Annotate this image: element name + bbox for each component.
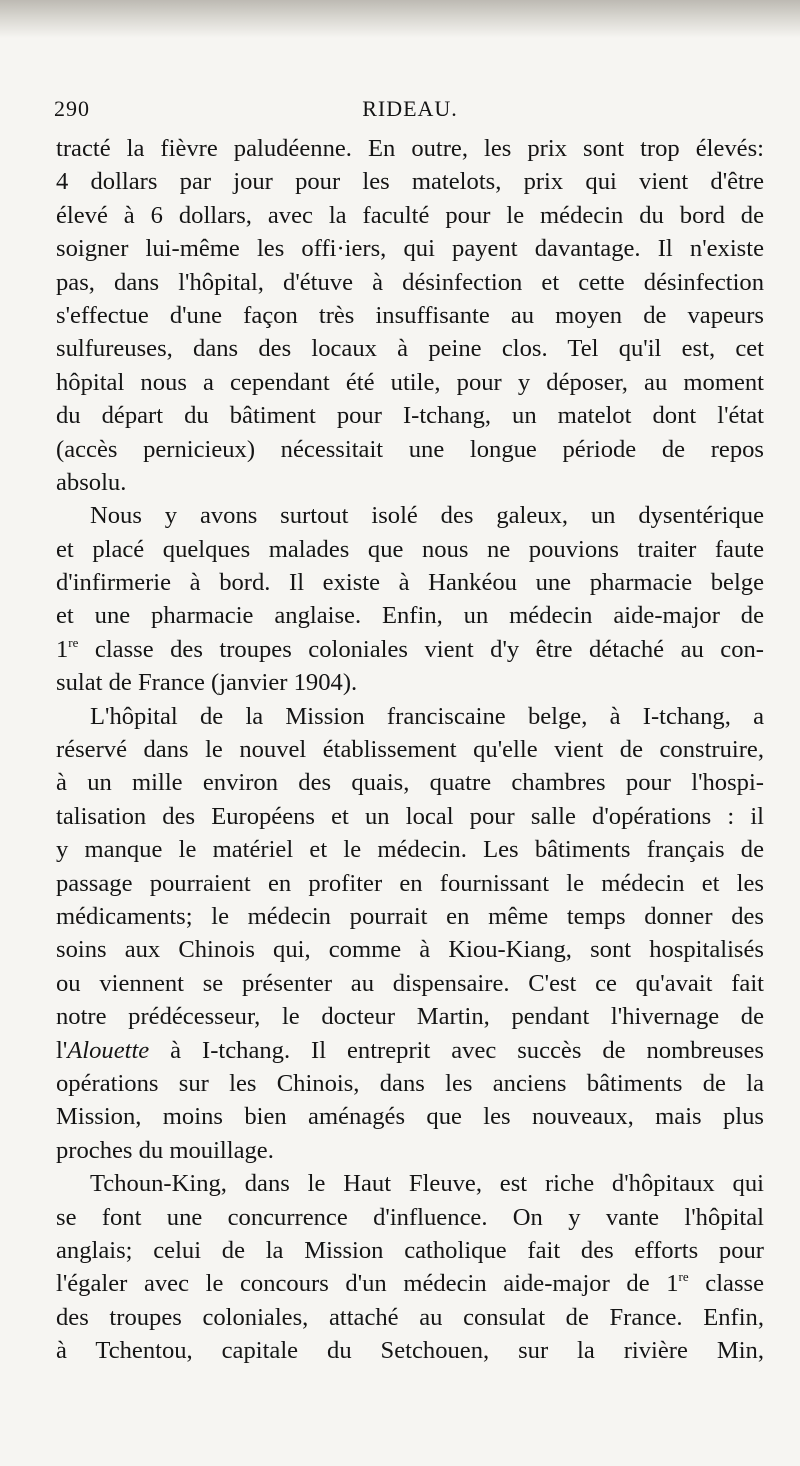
text-line: y manque le matériel et le médecin. Les bâtiments français de [56, 836, 764, 864]
text-line: des troupes coloniales, attaché au consulat de France. Enfin, [56, 1303, 764, 1331]
text-line: anglais; celui de la Mission catholique fait des efforts pour [56, 1236, 764, 1264]
text-line: proches du mouillage. [56, 1136, 274, 1164]
page-header [54, 96, 766, 126]
text-line: opérations sur les Chinois, dans les anciens bâtiments de la [56, 1069, 764, 1097]
text-line: du départ du bâtiment pour I-tchang, un matelot dont l'état [56, 402, 764, 430]
text-line: passage pourraient en profiter en fournissant le médecin et les [56, 869, 764, 897]
text-line: 1re classe des troupes coloniales vient d'y être détaché au con- [56, 634, 764, 663]
text-line: tracté la fièvre paludéenne. En outre, les prix sont trop élevés: [56, 135, 764, 162]
text-line: soigner lui-même les offi·iers, qui payent davantage. Il n'existe [56, 235, 764, 263]
text-line: élevé à 6 dollars, avec la faculté pour le médecin du bord de [56, 201, 764, 229]
text-line: s'effectue d'une façon très insuffisante au moyen de vapeurs [56, 301, 764, 329]
text-line: 4 dollars par jour pour les matelots, prix qui vient d'être [56, 168, 764, 196]
text-line: hôpital nous a cependant été utile, pour y déposer, au moment [56, 368, 764, 396]
text-line: soins aux Chinois qui, comme à Kiou-Kiang, sont hospitalisés [56, 936, 764, 964]
text-line: ou viennent se présenter au dispensaire. C'est ce qu'avait fait [56, 969, 764, 997]
text-line: l'égaler avec le concours d'un médecin aide-major de 1re classe [56, 1269, 765, 1298]
text-line: se font une concurrence d'influence. On y vante l'hôpital [56, 1203, 764, 1231]
text-line: L'hôpital de la Mission franciscaine belge, à I-tchang, a [90, 702, 764, 730]
text-line: talisation des Européens et un local pour salle d'opérations : il [56, 802, 764, 830]
text-line: réservé dans le nouvel établissement qu'elle vient de construire, [56, 736, 764, 764]
page-top-shadow [0, 0, 800, 38]
text-line: médicaments; le médecin pourrait en même temps donner des [56, 902, 764, 930]
text-line: sulat de France (janvier 1904). [56, 669, 358, 697]
text-line: notre prédécesseur, le docteur Martin, pendant l'hivernage de [56, 1003, 764, 1031]
page-number: 290 [54, 96, 90, 121]
text-line: Nous y avons surtout isolé des galeux, un dysentérique [90, 502, 764, 530]
text-line: à un mille environ des quais, quatre chambres pour l'hospi- [56, 769, 764, 797]
text-line: (accès pernicieux) nécessitait une longue période de repos [56, 435, 764, 463]
text-line: Tchoun-King, dans le Haut Fleuve, est riche d'hôpitaux qui [90, 1170, 764, 1198]
running-title: RIDEAU. [362, 96, 458, 121]
text-line: absolu. [56, 468, 127, 496]
text-line: d'infirmerie à bord. Il existe à Hankéou une pharmacie belge [56, 569, 764, 597]
text-line: sulfureuses, dans des locaux à peine clos. Tel qu'il est, cet [56, 335, 764, 363]
body-text [56, 132, 764, 1367]
text-line: Mission, moins bien aménagés que les nouveaux, mais plus [56, 1103, 764, 1131]
text-line: l'Alouette à I-tchang. Il entreprit avec succès de nombreuses [56, 1036, 764, 1064]
ship-name: Alouette [67, 1036, 150, 1064]
text-line: à Tchentou, capitale du Setchouen, sur la rivière Min, [56, 1337, 764, 1365]
text-line: pas, dans l'hôpital, d'étuve à désinfection et cette désinfection [56, 268, 764, 296]
text-line: et une pharmacie anglaise. Enfin, un médecin aide-major de [56, 602, 764, 630]
text-line: et placé quelques malades que nous ne pouvions traiter faute [56, 535, 764, 563]
